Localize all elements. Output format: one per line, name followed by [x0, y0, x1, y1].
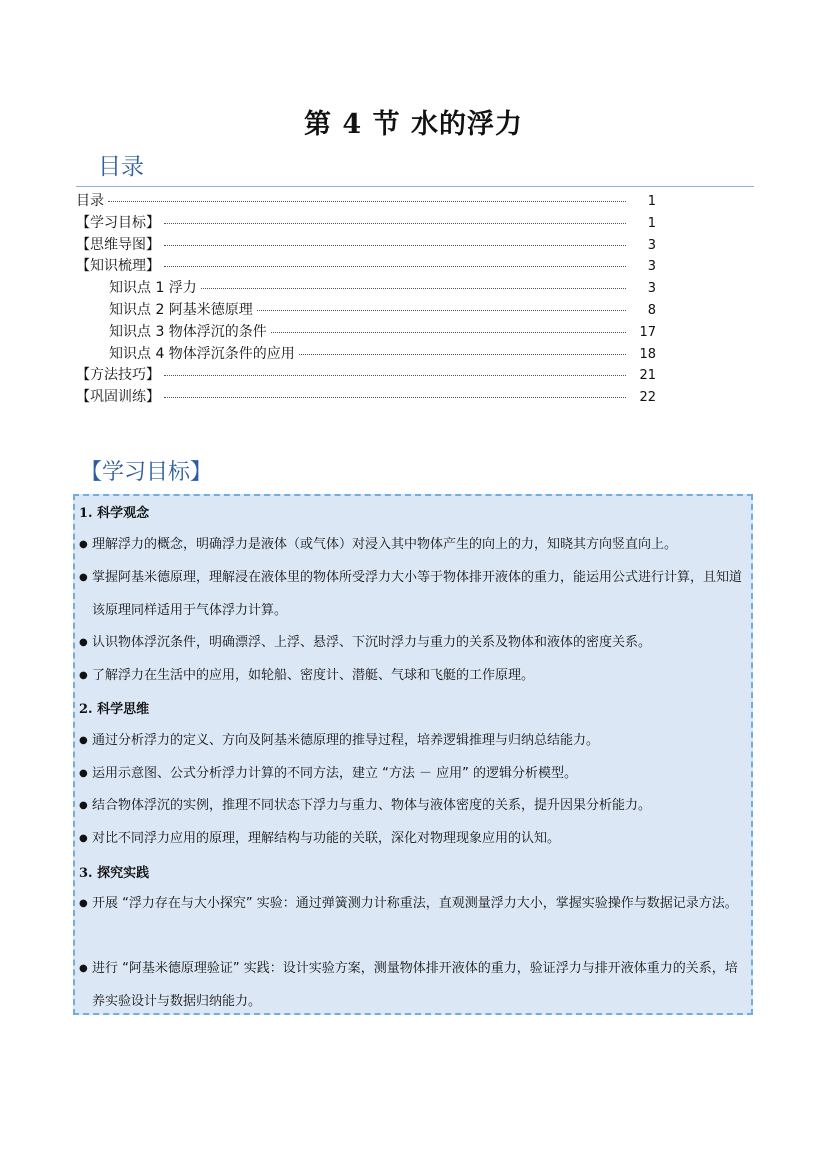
bullet-icon: ● [79, 800, 88, 811]
section-title: 1. 科学观念 [79, 506, 150, 521]
toc-entry-page: 21 [639, 368, 656, 384]
toc-entry[interactable] [76, 386, 656, 408]
bullet-icon: ● [79, 833, 88, 844]
list-item: ● 运用示意图、公式分析浮力计算的不同方法，建立 “方法 － 应用” 的逻辑分析模型。 [79, 758, 749, 791]
toc-entry-page: 1 [647, 194, 656, 209]
bullet-icon: ● [79, 735, 88, 746]
list-item: ● 对比不同浮力应用的原理，理解结构与功能的关联，深化对物理现象应用的认知。 [79, 823, 749, 856]
toc-entry-label: 知识点 3 物体浮沉的条件 [109, 323, 267, 340]
toc-leader [164, 361, 626, 376]
list-item: ● 开展 “浮力存在与大小探究” 实验：通过弹簧测力计称重法，直观测量浮力大小，掌握实验操作与数据记录方法。 [79, 888, 749, 921]
bullet-icon: ● [79, 898, 88, 909]
list-item: ● 理解浮力的概念，明确浮力是液体（或气体）对浸入其中物体产生的向上的力，知晓其方向竖直向上。 [79, 529, 749, 562]
toc-entry-label: 知识点 2 阿基米德原理 [109, 301, 253, 318]
toc-entry-page: 18 [639, 346, 656, 362]
toc-entry-label: 【方法技巧】 [76, 367, 160, 384]
toc-entry-label: 【巩固训练】 [76, 389, 160, 406]
toc-leader [201, 274, 626, 289]
toc-heading: 目录 [98, 154, 144, 180]
toc-entry-page: 3 [647, 237, 656, 253]
list-item: ● 结合物体浮沉的实例，推理不同状态下浮力与重力、物体与液体密度的关系，提升因果分析能力。 [79, 790, 749, 823]
toc-leader [164, 383, 626, 398]
list-item: ● 掌握阿基米德原理，理解浸在液体里的物体所受浮力大小等于物体排开液体的重力，能运用公式进行计算，且知道该原理同样适用于气体浮力计算。 [79, 562, 749, 627]
section-title: 3. 探究实践 [79, 866, 150, 881]
goals-heading: 【学习目标】 [80, 460, 213, 485]
toc-entry-label: 知识点 4 物体浮沉条件的应用 [109, 345, 295, 362]
toc-entry-label: 目录 [76, 193, 104, 209]
section-title: 2. 科学思维 [79, 702, 150, 717]
toc-leader [164, 252, 626, 267]
toc-entry-page: 8 [647, 302, 656, 318]
toc-entry-label: 【思维导图】 [76, 236, 160, 253]
toc-entry-label: 【学习目标】 [76, 214, 160, 231]
bullet-icon: ● [79, 670, 88, 681]
bullet-icon: ● [79, 963, 88, 974]
toc-entry-page: 3 [647, 281, 656, 297]
toc-entry-page: 22 [639, 390, 656, 406]
toc-entry-label: 【知识梳理】 [76, 258, 160, 275]
toc-entry-page: 3 [647, 259, 656, 275]
toc-leader [299, 340, 626, 355]
toc-leader [108, 187, 626, 202]
bullet-icon: ● [79, 768, 88, 779]
list-item: ● 了解浮力在生活中的应用，如轮船、密度计、潜艇、气球和飞艇的工作原理。 [79, 660, 749, 693]
toc-leader [271, 318, 626, 333]
list-item: ● 进行 “阿基米德原理验证” 实践：设计实验方案，测量物体排开液体的重力，验证浮力与排开液体重力的关系，培养实验设计与数据归纳能力。 [79, 953, 749, 1018]
bullet-icon: ● [79, 572, 88, 583]
toc-entry-label: 知识点 1 浮力 [109, 280, 197, 297]
list-item: ● 通过分析浮力的定义、方向及阿基米德原理的推导过程，培养逻辑推理与归纳总结能力。 [79, 725, 749, 758]
toc-entry-page: 1 [647, 215, 656, 231]
list-item: ● 认识物体浮沉条件，明确漂浮、上浮、悬浮、下沉时浮力与重力的关系及物体和液体的密度关系。 [79, 627, 749, 660]
bullet-icon: ● [79, 539, 88, 550]
table-of-contents [76, 190, 656, 408]
toc-leader [164, 209, 626, 224]
toc-leader [164, 231, 626, 246]
toc-leader [257, 296, 626, 311]
page-title: 第 4 节 水的浮力 [304, 109, 523, 140]
bullet-icon: ● [79, 637, 88, 648]
toc-entry-page: 17 [639, 324, 656, 340]
learning-goals-box [73, 494, 753, 1015]
